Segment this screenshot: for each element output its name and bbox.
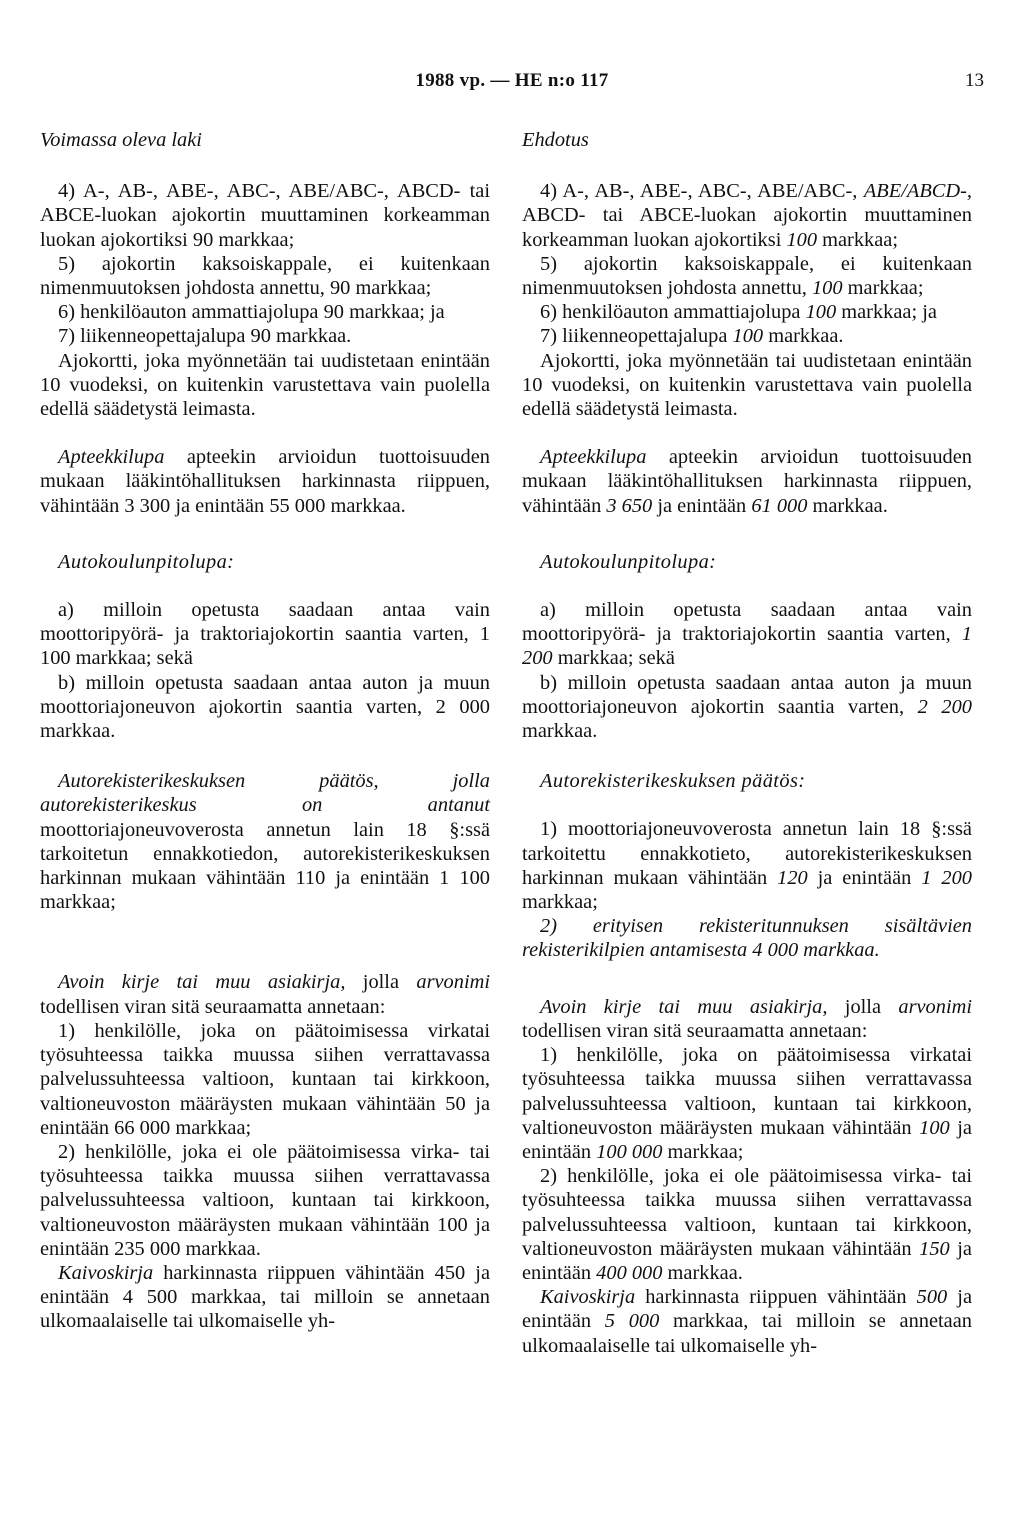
right-item-4-text-3: markkaa; — [817, 228, 899, 251]
right-driving-school-b-amount: 2 200 — [917, 695, 972, 718]
left-vehicle-registry-paragraph — [40, 769, 490, 914]
right-mining-max-amount: 5 000 — [604, 1310, 660, 1333]
right-honorary-item-2-text: 2) henkilölle, joka ei ole päätoimisessa virka- tai työsuhteessa taikka muussa siihen verrattavassa palvelussuhteessa valtioon, kuntaan tai kirkkoon, valtioneuvoston määräysten mukaan vähintään — [522, 1165, 972, 1260]
right-honorary-item-1-text: 1) henkilölle, joka on päätoimisessa virkatai työsuhteessa taikka muussa siihen verrattavassa palvelussuhteessa valtioon, kuntaan tai kirkkoon, valtioneuvoston määräysten mukaan vähintään — [522, 1044, 972, 1139]
right-honorary-item-1-text-2: ja enintään — [522, 1116, 972, 1163]
left-honorary-title-paragraph — [40, 970, 490, 1018]
right-honorary-item-2-min: 150 — [919, 1237, 950, 1260]
right-item-4-new-class: ABE/ABCD-, — [863, 180, 972, 203]
left-mining-text: harkinnasta riippuen vähintään 450 ja enintään 4 500 markkaa, tai milloin se annetaan ulkomaalaiselle tai ulkomaiselle yh- — [40, 1261, 490, 1333]
right-honorary-item-2-text-3: markkaa. — [662, 1261, 743, 1284]
left-driving-school-b: b) milloin opetusta saadaan antaa auton ja muun moottoriajoneuvon ajokortin saantia varten, 2 000 markkaa. — [40, 671, 490, 743]
left-honorary-connector: jolla — [345, 971, 417, 994]
left-driving-licence-note: Ajokortti, joka myönnetään tai uudistetaan enintään 10 vuodeksi, on kuitenkin varustettava vain puolella edellä säädetystä leimasta. — [40, 349, 490, 421]
right-vehicle-registry-item-1-text-3: markkaa; — [522, 891, 598, 914]
right-pharmacy-text: apteekin arvioidun tuottoisuuden mukaan lääkintöhallituksen harkinnasta riippuen, vähintään — [522, 446, 972, 517]
left-vehicle-registry-text: moottoriajoneuvoverosta annetun lain 18 §:ssä tarkoitetun ennakkotiedon, autorekisterikeskuksen harkinnan mukaan vähintään 110 ja enintään 1 100 markkaa; — [40, 818, 490, 914]
right-honorary-item-1-max: 100 000 — [596, 1140, 663, 1163]
left-mining-paragraph — [40, 1261, 490, 1334]
right-honorary-title-term: arvonimi — [898, 995, 973, 1018]
right-honorary-title-text: todellisen viran sitä seuraamatta annetaan: — [522, 1019, 868, 1042]
right-vehicle-registry-item-1-text-2: ja enintään — [807, 866, 922, 889]
right-mining-paragraph — [522, 1285, 972, 1358]
right-driving-school-heading: Autokoulunpitolupa: — [540, 550, 717, 573]
right-mining-text-3: markkaa, tai milloin se annetaan ulkomaalaiselle tai ulkomaiselle yh- — [522, 1310, 972, 1357]
left-item-4: 4) A-, AB-, ABE-, ABC-, ABE/ABC-, ABCD- tai ABCE-luokan ajokortin muuttaminen korkeamman luokan ajokortiksi 90 markkaa; — [40, 180, 490, 251]
right-honorary-item-2-text-2: ja enintään — [522, 1237, 972, 1284]
right-vehicle-registry-item-2-text: 2) erityisen rekisteritunnuksen sisältävien rekisterikilpien antamisesta 4 000 markkaa. — [522, 915, 972, 962]
right-driving-school-b-text: b) milloin opetusta saadaan antaa auton ja muun moottoriajoneuvon ajokortin saantia varten, — [522, 671, 972, 718]
right-vehicle-registry-max-amount: 1 200 — [921, 866, 972, 889]
right-item-4-text-2: ABCD- tai ABCE-luokan ajokortin muuttaminen korkeamman luokan ajokortiksi — [522, 204, 972, 251]
right-item-7-amount: 100 — [732, 325, 764, 348]
left-item-6: 6) henkilöauton ammattiajolupa 90 markkaa; ja — [58, 301, 445, 324]
right-pharmacy-text-3: markkaa. — [807, 494, 888, 517]
right-column-proposal — [522, 128, 972, 1358]
right-vehicle-registry-item-1 — [522, 817, 972, 914]
left-vehicle-registry-term: Autorekisterikeskuksen päätös, jolla autorekisterikeskus on antanut — [40, 770, 490, 817]
left-pharmacy-text: apteekin arvioidun tuottoisuuden mukaan lääkintöhallituksen harkinnasta riippuen, vähintään 3 300 ja enintään 55 000 markkaa. — [40, 446, 490, 517]
right-item-5-text-2: markkaa; — [842, 277, 924, 300]
right-mining-text: harkinnasta riippuen vähintään — [635, 1286, 917, 1309]
left-honorary-title-text: todellisen viran sitä seuraamatta annetaan: — [40, 995, 386, 1018]
left-honorary-item-2: 2) henkilölle, joka ei ole päätoimisessa virka- tai työsuhteessa taikka muussa siihen verrattavassa palvelussuhteessa valtioon, kuntaan tai kirkkoon, valtioneuvoston määräysten mukaan vähintään 100 ja enintään 235 000 markkaa. — [40, 1140, 490, 1260]
right-driving-school-a — [522, 598, 972, 671]
left-pharmacy-term: Apteekkilupa — [58, 446, 165, 469]
right-driving-school-a-text: a) milloin opetusta saadaan antaa vain moottoripyörä- ja traktoriajokortin saantia varten, — [522, 599, 972, 646]
left-item-7: 7) liikenneopettajalupa 90 markkaa. — [58, 325, 352, 348]
right-item-6-amount: 100 — [805, 301, 837, 324]
page-header — [40, 70, 984, 100]
right-item-4-text: 4) A-, AB-, ABE-, ABC-, ABE/ABC-, — [540, 180, 864, 203]
right-item-5 — [522, 252, 972, 300]
right-item-6-text-2: markkaa; ja — [836, 301, 937, 324]
right-column-heading: Ehdotus — [522, 129, 589, 151]
left-honorary-title-term: arvonimi — [416, 971, 491, 994]
right-honorary-item-1-min: 100 — [919, 1116, 950, 1139]
right-vehicle-registry-heading: Autorekisterikeskuksen päätös: — [540, 770, 806, 793]
right-item-7-text: 7) liikenneopettajalupa — [540, 325, 733, 348]
right-honorary-item-1 — [522, 1043, 972, 1164]
right-driving-licence-note: Ajokortti, joka myönnetään tai uudistetaan enintään 10 vuodeksi, on kuitenkin varustettava vain puolella edellä säädetystä leimasta. — [522, 349, 972, 421]
right-item-4-amount: 100 — [786, 228, 818, 251]
right-vehicle-registry-min-amount: 120 — [777, 866, 808, 889]
right-item-6 — [522, 300, 972, 324]
document-reference: 1988 vp. — HE n:o 117 — [415, 70, 609, 91]
left-item-5: 5) ajokortin kaksoiskappale, ei kuitenkaan nimenmuutoksen johdosta annettu, 90 markkaa; — [40, 252, 490, 300]
right-item-7 — [522, 324, 972, 348]
right-driving-school-a-amount: 1 200 — [522, 623, 972, 670]
right-pharmacy-max-amount: 61 000 — [751, 494, 808, 517]
right-pharmacy-term: Apteekkilupa — [540, 446, 647, 469]
left-open-letter-term: Avoin kirje tai muu asiakirja, — [58, 971, 346, 994]
right-honorary-item-2-max: 400 000 — [596, 1261, 663, 1284]
left-driving-school-heading: Autokoulunpitolupa: — [58, 550, 235, 573]
right-item-4 — [522, 179, 972, 252]
left-honorary-item-1: 1) henkilölle, joka on päätoimisessa virkatai työsuhteessa taikka muussa siihen verrattavassa palvelussuhteessa valtioon, kuntaan tai kirkkoon, valtioneuvoston määräysten mukaan vähintään 50 ja enintään 66 000 markkaa; — [40, 1019, 490, 1139]
left-pharmacy-paragraph — [40, 445, 490, 518]
right-pharmacy-paragraph — [522, 445, 972, 518]
right-vehicle-registry-item-2 — [522, 914, 972, 962]
right-open-letter-term: Avoin kirje tai muu asiakirja, — [540, 995, 828, 1018]
right-honorary-title-paragraph — [522, 995, 972, 1043]
right-item-6-text: 6) henkilöauton ammattiajolupa — [540, 301, 806, 324]
right-honorary-item-1-text-3: markkaa; — [662, 1140, 744, 1163]
right-item-5-text: 5) ajokortin kaksoiskappale, ei kuitenkaan nimenmuutoksen johdosta annettu, — [522, 252, 972, 300]
right-driving-school-b — [522, 671, 972, 744]
right-honorary-item-2 — [522, 1164, 972, 1285]
right-item-7-text-2: markkaa. — [763, 325, 844, 348]
right-mining-text-2: ja enintään — [522, 1286, 972, 1333]
right-pharmacy-min-amount: 3 650 — [606, 494, 653, 517]
right-mining-term: Kaivoskirja — [540, 1286, 636, 1309]
left-column-heading: Voimassa oleva laki — [40, 129, 202, 151]
right-driving-school-b-text-2: markkaa. — [522, 720, 598, 743]
right-driving-school-a-text-2: markkaa; sekä — [552, 647, 675, 670]
page-number: 13 — [965, 70, 984, 91]
right-vehicle-registry-item-1-text: 1) moottoriajoneuvoverosta annetun lain 18 §:ssä tarkoitettu ennakkotieto, autorekisterikeskuksen harkinnan mukaan vähintään — [522, 818, 972, 889]
right-honorary-connector: jolla — [827, 995, 899, 1018]
left-column-current-law — [40, 128, 490, 1334]
left-driving-school-a: a) milloin opetusta saadaan antaa vain moottoripyörä- ja traktoriajokortin saantia varten, 1 100 markkaa; sekä — [40, 599, 490, 670]
left-mining-term: Kaivoskirja — [58, 1261, 154, 1284]
right-mining-min-amount: 500 — [916, 1286, 948, 1309]
right-item-5-amount: 100 — [811, 277, 843, 300]
right-pharmacy-text-2: ja enintään — [652, 494, 752, 517]
